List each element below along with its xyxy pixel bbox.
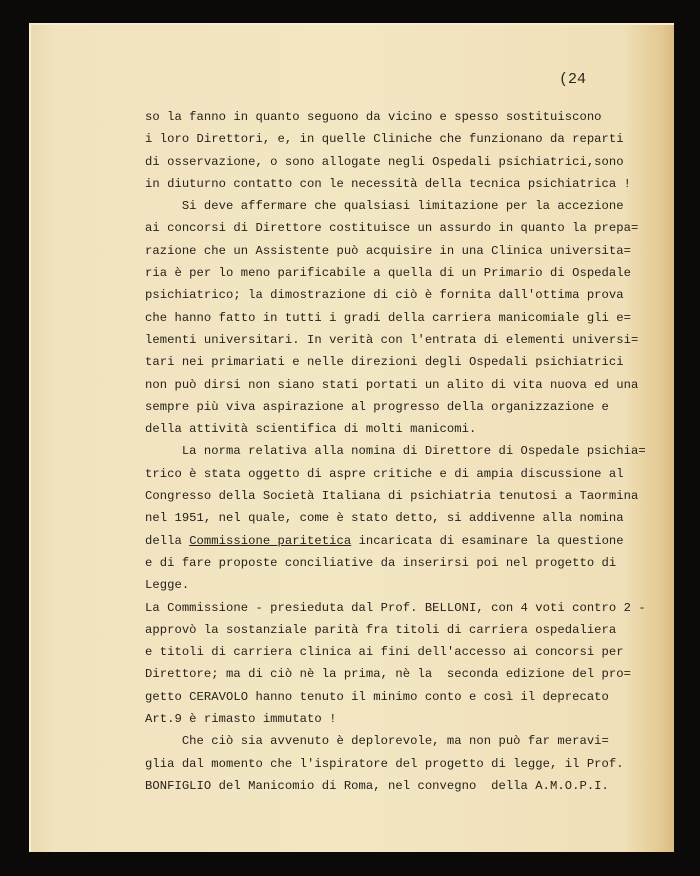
text-line: approvò la sostanziale parità fra titoli di carriera ospedaliera xyxy=(145,622,617,637)
text-line: Congresso della Società Italiana di psichiatria tenutosi a Taormina xyxy=(145,489,639,504)
text-line: della attività scientifica di molti manicomi. xyxy=(145,422,477,437)
text-line: tari nei primariati e nelle direzioni degli Ospedali psichiatrici xyxy=(145,355,624,370)
text-line: che hanno fatto in tutti i gradi della carriera manicomiale gli e= xyxy=(145,310,632,325)
page-number: (24 xyxy=(559,71,587,88)
text-line: psichiatrico; la dimostrazione di ciò è fornita dall'ottima prova xyxy=(145,288,624,303)
text-line: e titoli di carriera clinica ai fini dell'accesso ai concorsi per xyxy=(145,645,624,660)
text-line: non può dirsi non siano stati portati un alito di vita nuova ed una xyxy=(145,377,639,392)
text-line: sempre più viva aspirazione al progresso della organizzazione e xyxy=(145,399,609,414)
text-line: e di fare proposte conciliative da inserirsi poi nel progetto di xyxy=(145,555,617,570)
text-line: Che ciò sia avvenuto è deplorevole, ma non può far meravi= xyxy=(145,734,609,749)
text-line: trico è stata oggetto di aspre critiche e di ampia discussione al xyxy=(145,466,624,481)
text-line: ria è per lo meno parificabile a quella di un Primario di Ospedale xyxy=(145,266,632,281)
text-line: Direttore; ma di ciò nè la prima, nè la seconda edizione del pro= xyxy=(145,667,632,682)
text-line: di osservazione, o sono allogate negli Ospedali psichiatrici,sono xyxy=(145,154,624,169)
text-line: La Commissione - presieduta dal Prof. BELLONI, con 4 voti contro 2 - xyxy=(145,600,646,615)
text-line: getto CERAVOLO hanno tenuto il minimo conto e così il deprecato xyxy=(145,689,609,704)
text-line: i loro Direttori, e, in quelle Cliniche che funzionano da reparti xyxy=(145,132,624,147)
text-line: La norma relativa alla nomina di Direttore di Ospedale psichia= xyxy=(145,444,646,459)
text-line: in diuturno contatto con le necessità della tecnica psichiatrica ! xyxy=(145,176,632,191)
text-line: so la fanno in quanto seguono da vicino e spesso sostituiscono xyxy=(145,110,602,124)
text-line-underlined xyxy=(145,530,646,552)
text-line: glia dal momento che l'ispiratore del progetto di legge, il Prof. xyxy=(145,756,624,771)
typed-text-body xyxy=(145,106,646,797)
text-segment: incaricata di esaminare la questione xyxy=(351,533,624,548)
text-line: nel 1951, nel quale, come è stato detto, si addivenne alla nomina xyxy=(145,511,624,526)
text-segment: della xyxy=(145,533,190,548)
text-line: ai concorsi di Direttore costituisce un assurdo in quanto la prepa= xyxy=(145,221,639,236)
text-line: Art.9 è rimasto immutato ! xyxy=(145,712,337,727)
underlined-phrase: Commissione paritetica xyxy=(189,533,352,548)
text-line: Si deve affermare che qualsiasi limitazione per la accezione xyxy=(145,199,624,214)
text-line: razione che un Assistente può acquisire in una Clinica universita= xyxy=(145,243,632,258)
text-line: BONFIGLIO del Manicomio di Roma, nel convegno della A.M.O.P.I. xyxy=(145,778,609,793)
text-line: lementi universitari. In verità con l'entrata di elementi universi= xyxy=(145,332,639,347)
text-line: Legge. xyxy=(145,578,190,593)
